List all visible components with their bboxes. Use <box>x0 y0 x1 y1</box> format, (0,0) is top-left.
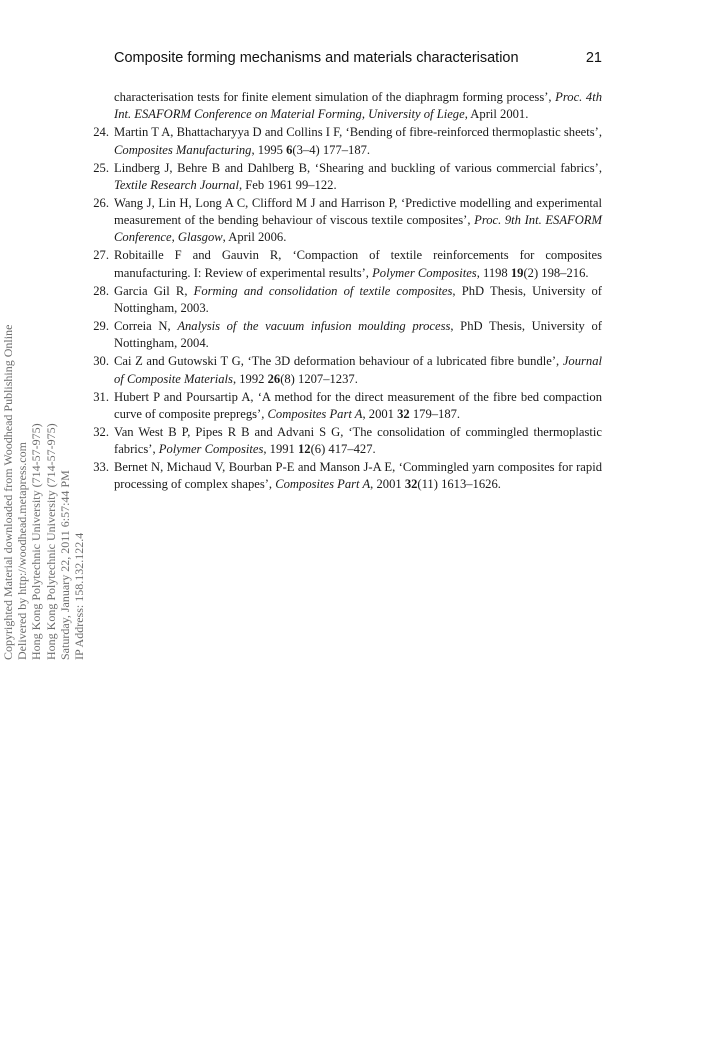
reference-text: Lindberg J, Behre B and Dahlberg B, ‘Shearing and buckling of various commercial fabrics’, Textile Research Journal, Feb 1961 99–122. <box>114 160 602 192</box>
reference-number: 33. <box>93 460 109 475</box>
reference-text: Martin T A, Bhattacharyya D and Collins I F, ‘Bending of fibre-reinforced thermoplastic sheets’, Composites Manufacturing, 1995 6(3–4) 177–187. <box>114 125 602 157</box>
reference-item <box>78 247 602 282</box>
watermark-line: Hong Kong Polytechnic University (714-57-975) <box>43 423 58 660</box>
reference-text: Bernet N, Michaud V, Bourban P-E and Manson J-A E, ‘Commingled yarn composites for rapid processing of complex shapes’, Composites Part A, 2001 32(11) 1613–1626. <box>114 460 602 492</box>
watermark-line: Hong Kong Polytechnic University (714-57-975) <box>29 423 44 660</box>
reference-number: 32. <box>93 424 109 439</box>
reference-text: Wang J, Lin H, Long A C, Clifford M J and Harrison P, ‘Predictive modelling and experimental measurement of the bending behaviour of viscous textile composites’, Proc. 9th Int. ESAFORM Conference, Glasgow, April 2006. <box>114 195 602 245</box>
reference-item <box>78 283 602 318</box>
reference-item <box>78 124 602 159</box>
reference-item <box>78 160 602 195</box>
reference-number: 24. <box>93 125 109 140</box>
reference-item <box>78 353 602 388</box>
reference-item <box>78 424 602 459</box>
running-head <box>114 50 602 66</box>
page-number: 21 <box>585 50 602 66</box>
watermark-line: Copyrighted Material downloaded from Woodhead Publishing Online <box>1 324 15 660</box>
reference-list <box>78 89 602 494</box>
reference-number: 28. <box>93 283 109 298</box>
running-head-title: Composite forming mechanisms and materials characterisation <box>114 50 519 66</box>
reference-number: 30. <box>93 354 109 369</box>
reference-number: 31. <box>93 389 109 404</box>
watermark-line: Saturday, January 22, 2011 6:57:44 PM <box>57 470 72 660</box>
reference-item <box>78 89 602 124</box>
watermark-line: Delivered by http://woodhead.metapress.com <box>15 442 30 660</box>
reference-text: Cai Z and Gutowski T G, ‘The 3D deformation behaviour of a lubricated fibre bundle’, Journal of Composite Materials, 1992 26(8) 1207–1237. <box>114 354 602 386</box>
reference-item <box>78 318 602 353</box>
download-watermark <box>1 320 89 660</box>
reference-number: 27. <box>93 248 109 263</box>
reference-text: Hubert P and Poursartip A, ‘A method for the direct measurement of the fibre bed compaction curve of composite prepregs’, Composites Part A, 2001 32 179–187. <box>114 389 602 421</box>
reference-item <box>78 195 602 247</box>
reference-number: 25. <box>93 160 109 175</box>
reference-text: characterisation tests for finite element simulation of the diaphragm forming process’, Proc. 4th Int. ESAFORM Conference on Material Forming, University of Liege, April 2001. <box>114 90 603 122</box>
reference-item <box>78 459 602 494</box>
reference-number: 29. <box>93 318 109 333</box>
reference-number: 26. <box>93 195 109 210</box>
reference-number <box>78 89 114 124</box>
reference-text: Garcia Gil R, Forming and consolidation of textile composites, PhD Thesis, University of Nottingham, 2003. <box>114 283 602 315</box>
reference-text: Van West B P, Pipes R B and Advani S G, ‘The consolidation of commingled thermoplastic fabrics’, Polymer Composites, 1991 12(6) 417–427. <box>114 424 602 457</box>
watermark-line: IP Address: 158.132.122.4 <box>71 532 86 660</box>
reference-text: Robitaille F and Gauvin R, ‘Compaction of textile reinforcements for composites manufacturing. I: Review of experimental results’, Polymer Composites, 1198 19(2) 198–216. <box>114 248 602 280</box>
reference-text: Correia N, Analysis of the vacuum infusion moulding process, PhD Thesis, University of Nottingham, 2004. <box>114 318 602 351</box>
reference-item <box>78 389 602 424</box>
